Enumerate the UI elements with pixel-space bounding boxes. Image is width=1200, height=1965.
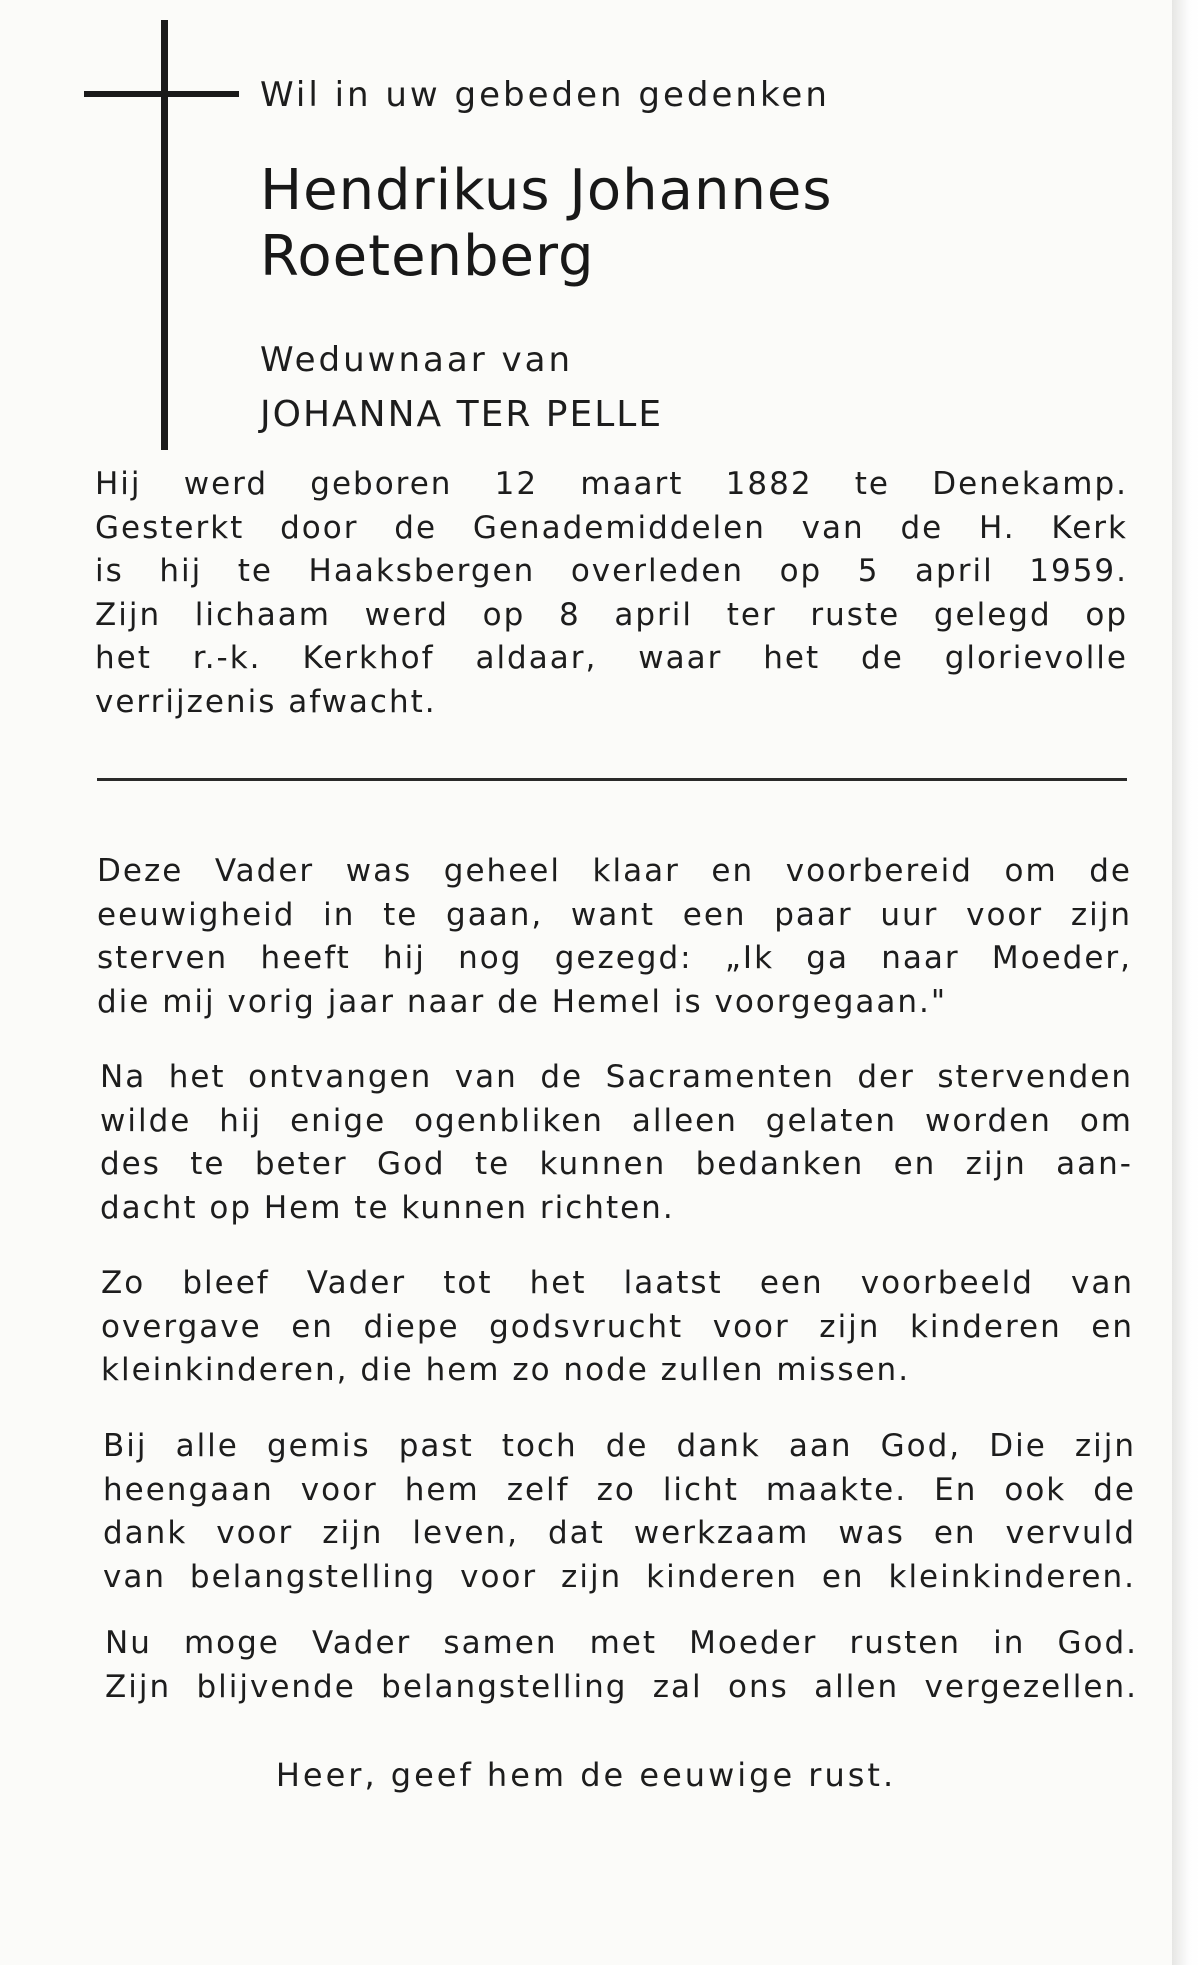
paragraph-line: sterven heeft hij nog gezegd: „Ik ga naar Moeder, bbox=[97, 940, 1132, 976]
cross-icon bbox=[161, 20, 168, 450]
deceased-name bbox=[260, 158, 833, 290]
paragraph-line: Na het ontvangen van de Sacramenten der stervenden bbox=[100, 1059, 1133, 1095]
paragraph-line: Zo bleef Vader tot het laatst een voorbeeld van bbox=[101, 1265, 1134, 1301]
biography-paragraph bbox=[95, 463, 1128, 724]
paragraph-line: overgave en diepe godsvrucht voor zijn kinderen en bbox=[101, 1308, 1134, 1345]
spouse-name: JOHANNA TER PELLE bbox=[260, 394, 664, 435]
paragraph-line: Deze Vader was geheel klaar en voorbereid om de bbox=[97, 853, 1132, 889]
paragraph-line: eeuwigheid in te gaan, want een paar uur voor zijn bbox=[97, 896, 1132, 933]
intro-heading: Wil in uw gebeden gedenken bbox=[260, 75, 830, 115]
deceased-name-line2: Roetenberg bbox=[260, 224, 595, 289]
biography-line: verrijzenis afwacht. bbox=[95, 683, 437, 720]
paragraph-line: des te beter God te kunnen bedanken en zijn aan- bbox=[100, 1146, 1133, 1182]
closing-prayer: Heer, geef hem de eeuwige rust. bbox=[275, 1756, 897, 1794]
biography-line: is hij te Haaksbergen overleden op 5 april 1959. bbox=[95, 553, 1128, 589]
biography-line: Zijn lichaam werd op 8 april ter ruste gelegd op bbox=[95, 596, 1128, 633]
paragraph-line: dank voor zijn leven, dat werkzaam was en vervuld bbox=[103, 1515, 1136, 1551]
paragraph-line: Bij alle gemis past toch de dank aan God, Die zijn bbox=[103, 1428, 1136, 1464]
deceased-name-line1: Hendrikus Johannes bbox=[260, 158, 833, 223]
paragraph-line: dacht op Hem te kunnen richten. bbox=[100, 1189, 675, 1226]
paragraph-sacraments bbox=[100, 1056, 1133, 1230]
biography-line: Hij werd geboren 12 maart 1882 te Denekamp. bbox=[95, 466, 1128, 502]
paragraph-line: die mij vorig jaar naar de Hemel is voorgegaan." bbox=[97, 983, 948, 1020]
paragraph-rest bbox=[105, 1622, 1138, 1709]
paragraph-line: van belangstelling voor zijn kinderen en kleinkinderen. bbox=[103, 1558, 1136, 1595]
widower-label: Weduwnaar van bbox=[260, 340, 573, 380]
paragraph-example bbox=[101, 1262, 1134, 1393]
paragraph-gratitude bbox=[103, 1425, 1136, 1599]
paragraph-line: heengaan voor hem zelf zo licht maakte. En ook de bbox=[103, 1471, 1136, 1508]
biography-line: Gesterkt door de Genademiddelen van de H. Kerk bbox=[95, 509, 1128, 546]
cross-bar bbox=[84, 91, 239, 97]
paragraph-line: Zijn blijvende belangstelling zal ons allen vergezellen. bbox=[105, 1668, 1138, 1705]
paragraph-last-words bbox=[97, 850, 1132, 1024]
paragraph-line: Nu moge Vader samen met Moeder rusten in God. bbox=[105, 1625, 1138, 1661]
scan-edge bbox=[1172, 0, 1200, 1965]
paragraph-line: kleinkinderen, die hem zo node zullen missen. bbox=[101, 1352, 911, 1388]
paragraph-line: wilde hij enige ogenbliken alleen gelaten worden om bbox=[100, 1102, 1133, 1139]
divider-line bbox=[97, 778, 1127, 781]
biography-line: het r.-k. Kerkhof aldaar, waar het de glorievolle bbox=[95, 640, 1128, 676]
